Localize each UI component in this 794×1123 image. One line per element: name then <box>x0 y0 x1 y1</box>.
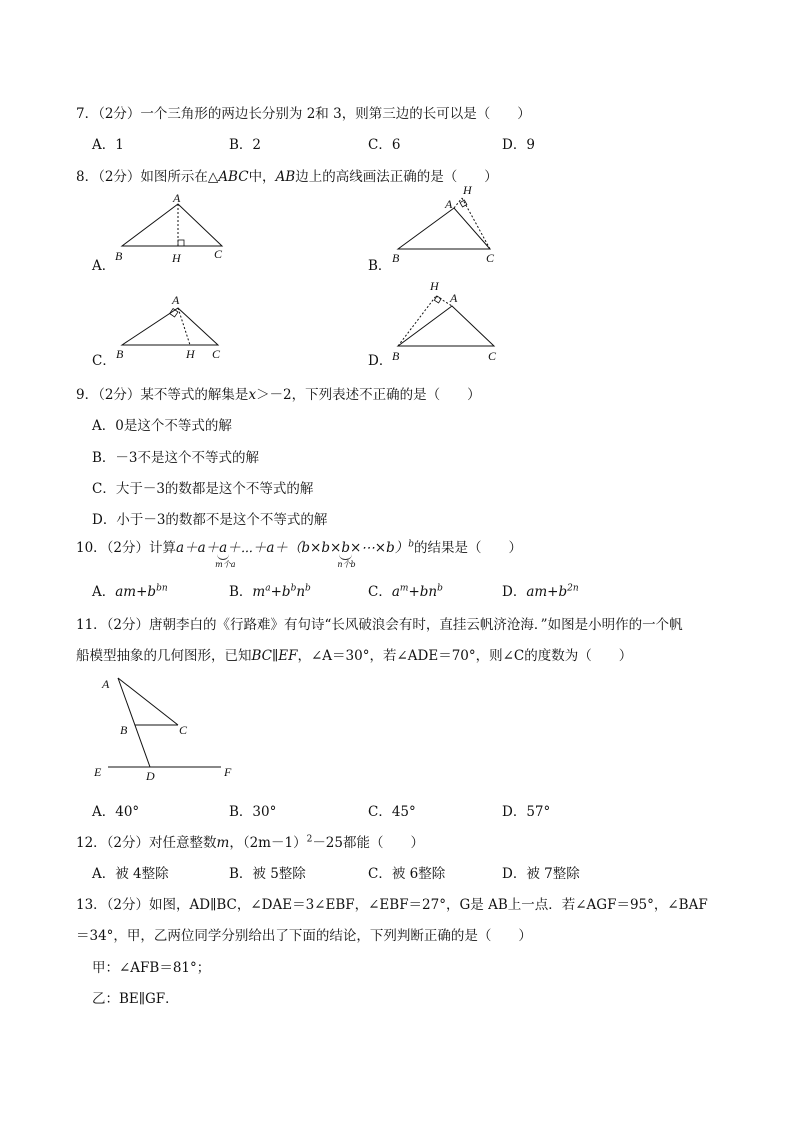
q12-option-b: B．被 5整除 <box>229 866 306 882</box>
q7-option-d: D．9 <box>502 137 535 153</box>
q11-line1: 11．（2分）唐朝李白的《行路难》有句诗“长风破浪会有时，直挂云帆济沧海．”如图是小明作的一个帆 <box>76 617 683 633</box>
q12-option-c: C．被 6整除 <box>368 866 446 882</box>
q11-label-b: B <box>120 723 128 737</box>
q8-option-c: C． <box>92 353 116 369</box>
q11-line2: 船模型抽象的几何图形，已知BC∥EF，∠A＝30°，若∠ADE＝70°，则∠C的度数为（ ） <box>76 648 633 664</box>
q8-option-a: A． <box>92 258 116 274</box>
q8b-label-c: C <box>486 251 495 265</box>
q8-figure-c <box>110 290 230 365</box>
q8a-label-h: H <box>172 251 181 265</box>
q10-option-d: D．$am+b^{2n}$ <box>502 583 579 600</box>
q8d-label-c: C <box>488 349 497 363</box>
q13-line1: 13．（2分）如图，AD∥BC，∠DAE＝3∠EBF，∠EBF＝27°，G是 AB上一点．若∠AGF＝95°，∠BAF <box>76 897 708 913</box>
q8a-label-c: C <box>214 247 223 261</box>
q11-label-a: A <box>102 677 110 691</box>
q8-option-d: D． <box>368 353 393 369</box>
q11-label-c: C <box>179 723 188 737</box>
q8b-label-b: B <box>392 251 400 265</box>
q8-stem: 8．（2分）如图所示在△ABC中，AB边上的高线画法正确的是（ ） <box>76 169 498 185</box>
q11-option-a: A．40° <box>92 804 140 820</box>
q12-option-a: A．被 4整除 <box>92 866 169 882</box>
q7-stem: 7．（2分）一个三角形的两边长分别为 2和 3，则第三边的长可以是（ ） <box>76 106 531 122</box>
q12-stem: 12．（2分）对任意整数m，$(2m-1)^2-25$都能（ ） <box>76 834 424 851</box>
q8d-label-b: B <box>392 349 400 363</box>
q10-stem: 10．（2分）计算a＋a＋a m个a ＋⋯＋a＋（b×b×b n个b ×⋯×b）$^b$的结果是（ ） <box>76 539 522 569</box>
q8-figure-d <box>386 276 506 366</box>
q10-option-a: A．$am+b^{bn}$ <box>92 583 168 600</box>
q11-figure <box>88 670 238 782</box>
q11-option-d: D．57° <box>502 804 551 820</box>
q8a-label-b: B <box>115 249 123 263</box>
q8b-label-h: H <box>463 183 472 197</box>
q9-option-a: A．0是这个不等式的解 <box>92 418 232 434</box>
q7-option-c: C．6 <box>368 137 401 153</box>
q11-label-f: F <box>224 765 232 779</box>
q11-label-e: E <box>94 765 102 779</box>
q8c-label-c: C <box>212 347 221 361</box>
q8c-label-a: A <box>172 293 180 307</box>
q10-option-b: B．$m^a+b^bn^b$ <box>229 583 311 600</box>
q13-yi: 乙：BE∥GF． <box>92 991 179 1007</box>
q7-option-b: B．2 <box>229 137 262 153</box>
q9-stem: 9．（2分）某不等式的解集是x＞－2，下列表述不正确的是（ ） <box>76 387 481 403</box>
q8-figure-a <box>110 190 230 265</box>
q8-option-b: B． <box>368 258 392 274</box>
q13-line2: ＝34°，甲，乙两位同学分别给出了下面的结论，下列判断正确的是（ ） <box>76 928 532 944</box>
q8b-label-a: A <box>445 197 453 211</box>
q10-m-brace: a m个a <box>215 540 236 569</box>
q8-figure-b <box>386 184 506 266</box>
q8c-label-b: B <box>116 347 124 361</box>
q11-option-b: B．30° <box>229 804 277 820</box>
q11-label-d: D <box>146 769 155 783</box>
q8c-label-h: H <box>186 347 195 361</box>
q10-option-c: C．$a^m+bn^b$ <box>368 583 443 600</box>
q9-option-d: D．小于－3的数都不是这个不等式的解 <box>92 512 328 528</box>
q9-option-c: C．大于－3的数都是这个不等式的解 <box>92 481 314 497</box>
q11-option-c: C．45° <box>368 804 416 820</box>
q9-option-b: B．－3不是这个不等式的解 <box>92 450 260 466</box>
q8d-label-h: H <box>430 279 439 293</box>
q10-n-brace: b n个b <box>337 540 356 569</box>
q8a-label-a: A <box>173 191 181 205</box>
q12-option-d: D．被 7整除 <box>502 866 580 882</box>
q7-option-a: A．1 <box>92 137 124 153</box>
q8d-label-a: A <box>450 291 458 305</box>
q13-jia: 甲：∠AFB＝81°； <box>92 960 211 976</box>
